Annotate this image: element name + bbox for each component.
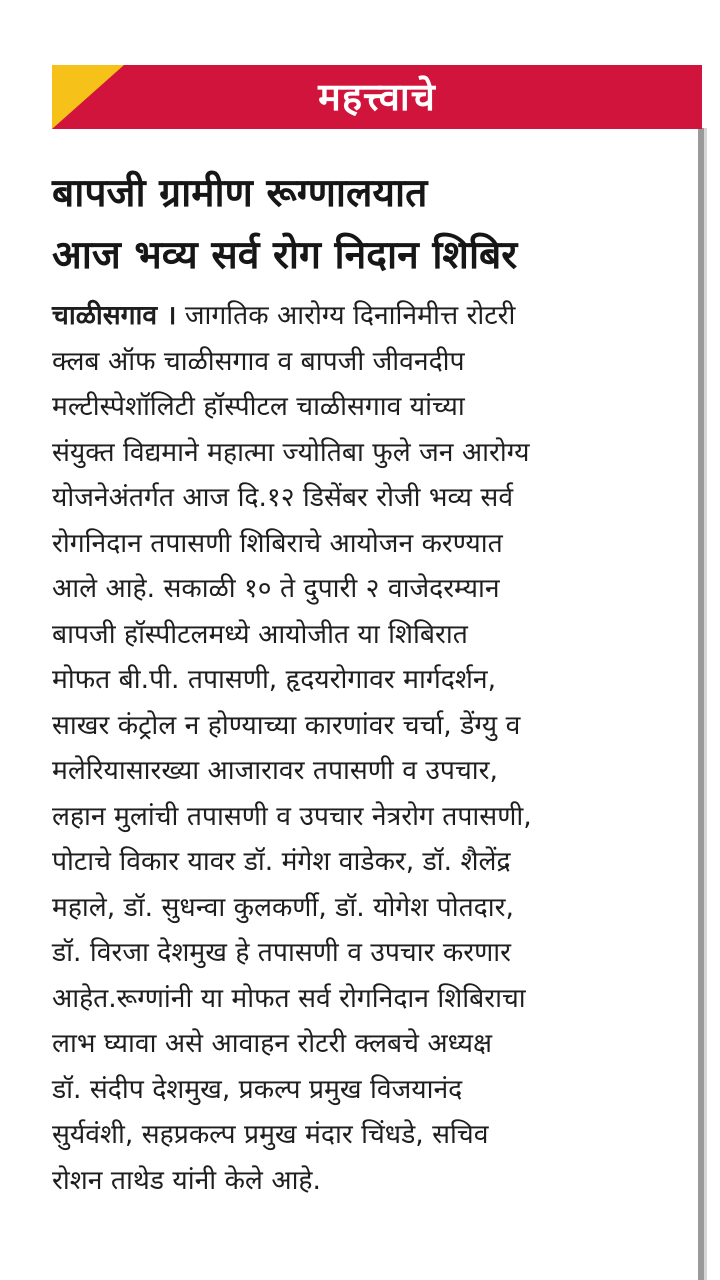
article-line: सुर्यवंशी, सहप्रकल्प प्रमुख मंदार चिंधडे, सचिव bbox=[52, 1119, 489, 1150]
article-line-text: जागतिक आरोग्य दिनानिमीत्त रोटरी bbox=[176, 300, 516, 331]
article-line: लाभ घ्यावा असे आवाहन रोटरी क्लबचे अध्यक्ष bbox=[52, 1028, 492, 1059]
column-rule-shadow bbox=[704, 128, 707, 1280]
article-line: डॉ. संदीप देशमुख, प्रकल्प प्रमुख विजयानंद bbox=[52, 1073, 463, 1105]
article-headline bbox=[52, 163, 692, 287]
article-body bbox=[52, 293, 692, 1203]
article-line: डॉ. विरजा देशमुख हे तपासणी व उपचार करणार bbox=[52, 937, 511, 968]
article-line: साखर कंट्रोल न होण्याच्या कारणांवर चर्चा, डेंग्यु व bbox=[52, 709, 521, 741]
dateline: चाळीसगाव । bbox=[52, 300, 177, 331]
article-line: मलेरियासारख्या आजारावर तपासणी व उपचार, bbox=[52, 755, 498, 786]
article-line: आले आहे. सकाळी १० ते दुपारी २ वाजेदरम्यान bbox=[52, 573, 500, 604]
headline-line-2: आज भव्य सर्व रोग निदान शिबिर bbox=[52, 233, 518, 278]
section-banner bbox=[52, 65, 702, 129]
article-line: संयुक्त विद्यमाने महात्मा ज्योतिबा फुले जन आरोग्य bbox=[52, 436, 530, 468]
article-line: मोफत बी.पी. तपासणी, हृदयरोगावर मार्गदर्शन, bbox=[52, 664, 497, 695]
article-line: रोगनिदान तपासणी शिबिराचे आयोजन करण्यात bbox=[52, 527, 503, 559]
article-line: रोशन ताथेड यांनी केले आहे. bbox=[52, 1164, 321, 1196]
article-line: मल्टीस्पेशॉलिटी हॉस्पीटल चाळीसगाव यांच्या bbox=[52, 391, 465, 422]
article-line: क्लब ऑफ चाळीसगाव व बापजी जीवनदीप bbox=[52, 345, 465, 377]
section-title: महत्त्वाचे bbox=[318, 75, 436, 119]
article-line bbox=[52, 293, 692, 339]
article-line: पोटाचे विकार यावर डॉ. मंगेश वाडेकर, डॉ. शैलेंद्र bbox=[52, 846, 511, 877]
article-line: लहान मुलांची तपासणी व उपचार नेत्ररोग तपासणी, bbox=[52, 800, 532, 832]
article-line: आहेत.रूग्णांनी या मोफत सर्व रोगनिदान शिबिराचा bbox=[52, 982, 526, 1014]
article-line: महाले, डॉ. सुधन्वा कुलकर्णी, डॉ. योगेश पोतदार, bbox=[52, 891, 514, 923]
article-line: बापजी हॉस्पीटलमध्ये आयोजीत या शिबिरात bbox=[52, 618, 468, 650]
headline-line-1: बापजी ग्रामीण रूग्णालयात bbox=[52, 171, 428, 216]
article-line: योजनेअंतर्गत आज दि.१२ डिसेंबर रोजी भव्य सर्व bbox=[52, 482, 514, 513]
